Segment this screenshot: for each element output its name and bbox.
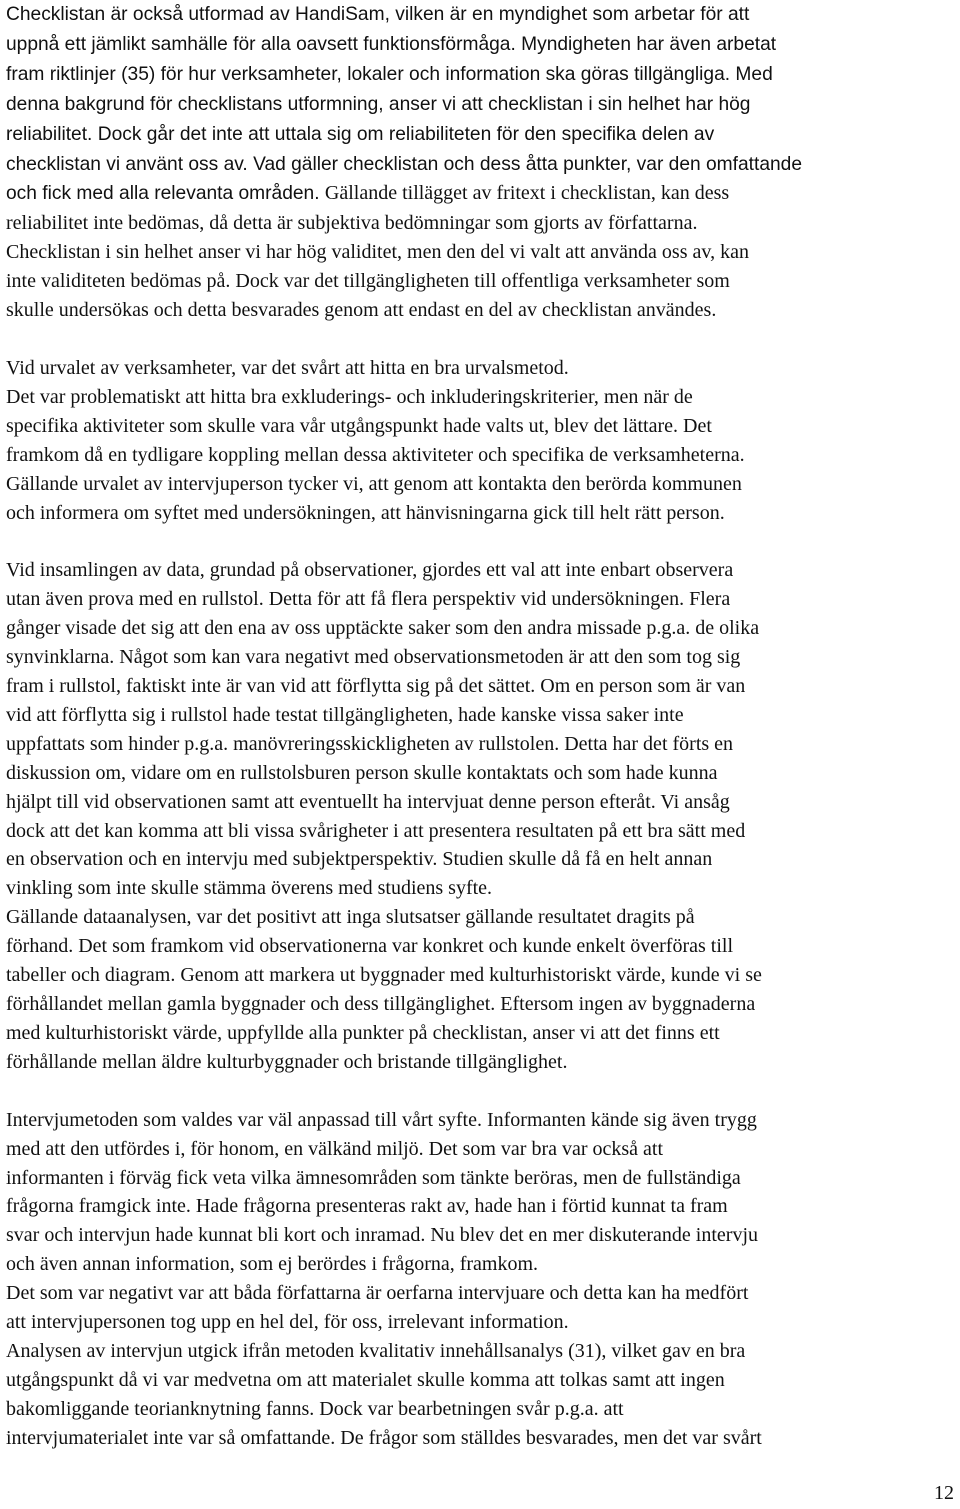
text-segment: en observation och en intervju med subjektperspektiv. Studien skulle då få en helt annan (6, 848, 713, 871)
text-line (6, 961, 958, 990)
text-segment: Checklistan i sin helhet anser vi har hög validitet, men den del vi valt att använda oss av, kan (6, 241, 749, 264)
text-line (6, 150, 958, 180)
text-line (6, 817, 958, 846)
text-segment: att intervjupersonen tog upp en hel del, för oss, irrelevant information. (6, 1311, 569, 1334)
text-line (6, 1106, 958, 1135)
text-line (6, 238, 958, 267)
text-segment: uppfattats som hinder p.g.a. manövreringsskickligheten av rullstolen. Detta har det förts en (6, 732, 734, 755)
paragraph (6, 1106, 958, 1453)
text-line (6, 90, 958, 120)
text-line (6, 1221, 958, 1250)
text-segment: Det som var negativt var att båda författarna är oerfarna intervjuare och detta kan ha medfört (6, 1282, 749, 1305)
text-line (6, 1164, 958, 1193)
text-segment: specifika aktiviteter som skulle vara vår utgångspunkt hade valts ut, blev det lättare. Det (6, 414, 712, 437)
text-segment: uppnå ett jämlikt samhälle för alla oavsett funktionsförmåga. Myndigheten har även arbetat (6, 33, 777, 55)
text-line (6, 1337, 958, 1366)
text-line (6, 1019, 958, 1048)
text-line (6, 932, 958, 961)
text-line (6, 441, 958, 470)
text-line (6, 1279, 958, 1308)
text-segment: Gällande dataanalysen, var det positivt att inga slutsatser gällande resultatet dragits på (6, 906, 695, 929)
text-line (6, 0, 958, 30)
text-line (6, 614, 958, 643)
text-segment: hjälpt till vid observationen samt att eventuellt ha intervjuat denne person efteråt. Vi ansåg (6, 790, 730, 813)
text-line (6, 845, 958, 874)
text-line (6, 990, 958, 1019)
text-segment: fram i rullstol, faktiskt inte är van vid att förflytta sig på det sättet. Om en person som är van (6, 675, 746, 698)
text-line (6, 1250, 958, 1279)
text-segment: vid att förflytta sig i rullstol hade testat tillgängligheten, hade kanske vissa saker inte (6, 703, 684, 726)
text-line (6, 30, 958, 60)
text-line (6, 354, 958, 383)
text-segment: bakomliggande teorianknytning fanns. Dock var bearbetningen svår p.g.a. att (6, 1397, 624, 1420)
text-line (6, 209, 958, 238)
text-segment: Intervjumetoden som valdes var väl anpassad till vårt syfte. Informanten kände sig även trygg (6, 1108, 757, 1131)
document-page (6, 0, 958, 1453)
text-segment: framkom då en tydligare koppling mellan dessa aktiviteter och specifika de verksamheterna. (6, 443, 745, 466)
text-segment: reliabilitet inte bedömas, då detta är subjektiva bedömningar som gjorts av författarna. (6, 212, 698, 235)
text-segment: utgångspunkt då vi var medvetna om att materialet skulle komma att tolkas samt att ingen (6, 1368, 725, 1391)
text-segment: Gällande urvalet av intervjuperson tycker vi, att genom att kontakta den berörda kommunen (6, 472, 742, 495)
text-segment: diskussion om, vidare om en rullstolsburen person skulle kontaktats och som hade kunna (6, 761, 718, 784)
text-line (6, 267, 958, 296)
text-line (6, 759, 958, 788)
text-line (6, 296, 958, 325)
text-line (6, 383, 958, 412)
text-line (6, 701, 958, 730)
text-line (6, 120, 958, 150)
text-line (6, 585, 958, 614)
text-segment: utan även prova med en rullstol. Detta för att få flera perspektiv vid undersökningen. Flera (6, 588, 731, 611)
text-line (6, 730, 958, 759)
text-segment: intervjumaterialet inte var så omfattande. De frågor som ställdes besvarades, men det var svårt (6, 1426, 762, 1449)
paragraph (6, 354, 958, 527)
text-segment: denna bakgrund för checklistans utformning, anser vi att checklistan i sin helhet har hög (6, 93, 751, 115)
text-segment: med kulturhistoriskt värde, uppfyllde alla punkter på checklistan, anser vi att det finns ett (6, 1021, 720, 1044)
text-segment: frågorna framgick inte. Hade frågorna presenteras rakt av, hade han i förtid kunnat ta fram (6, 1195, 728, 1218)
paragraph (6, 0, 958, 325)
text-line (6, 874, 958, 903)
text-segment: förhållandet mellan gamla byggnader och dess tillgänglighet. Eftersom ingen av byggnaderna (6, 993, 756, 1015)
text-line (6, 903, 958, 932)
text-segment: vinkling som inte skulle stämma överens med studiens syfte. (6, 877, 493, 900)
text-segment: checklistan vi använt oss av. Vad gäller checklistan och dess åtta punkter, var den omfattande (6, 153, 803, 175)
text-line (6, 1395, 958, 1424)
text-line (6, 1366, 958, 1395)
text-segment: Vid urvalet av verksamheter, var det svårt att hitta en bra urvalsmetod. (6, 356, 569, 379)
text-line (6, 179, 958, 209)
text-segment: och fick med alla relevanta områden. (6, 183, 325, 205)
text-segment: förhand. Det som framkom vid observationerna var konkret och kunde enkelt överföras till (6, 935, 734, 958)
text-line (6, 556, 958, 585)
text-segment: fram riktlinjer (35) för hur verksamheter, lokaler och information ska göras tillgängliga. Med (6, 63, 773, 85)
paragraph-gap (6, 1077, 958, 1106)
text-segment: Gällande tillägget av fritext i checklistan, kan dess (324, 182, 730, 205)
text-segment: skulle undersökas och detta besvarades genom att endast en del av checklistan användes. (6, 299, 717, 322)
paragraph (6, 556, 958, 1076)
text-segment: informanten i förväg fick veta vilka ämnesområden som tänkte beröras, men de fullständiga (6, 1166, 741, 1189)
text-line (6, 788, 958, 817)
text-segment: och även annan information, som ej berördes i frågorna, framkom. (6, 1253, 539, 1276)
text-line (6, 470, 958, 499)
paragraph-gap (6, 325, 958, 354)
text-segment: och informera om syftet med undersökningen, att hänvisningarna gick till helt rätt person. (6, 501, 725, 524)
text-segment: med att den utfördes i, för honom, en välkänd miljö. Det som var bra var också att (6, 1137, 664, 1160)
text-segment: Checklistan är också utformad av HandiSam, vilken är en myndighet som arbetar för att (6, 4, 750, 25)
text-segment: synvinklarna. Något som kan vara negativt med observationsmetoden är att den som tog sig (6, 646, 741, 669)
paragraph-gap (6, 527, 958, 556)
page-number: 12 (934, 1482, 954, 1504)
text-line (6, 60, 958, 90)
text-line (6, 412, 958, 441)
text-segment: förhållande mellan äldre kulturbyggnader och bristande tillgänglighet. (6, 1050, 568, 1073)
text-segment: Det var problematiskt att hitta bra exkluderings- och inkluderingskriterier, men när de (6, 385, 693, 408)
text-segment: tabeller och diagram. Genom att markera ut byggnader med kulturhistoriskt värde, kunde vi se (6, 964, 762, 987)
document-body (6, 0, 958, 1453)
text-segment: svar och intervjun hade kunnat bli kort och inramad. Nu blev det en mer diskuterande intervju (6, 1224, 759, 1247)
text-segment: Analysen av intervjun utgick ifrån metoden kvalitativ innehållsanalys (31), vilket gav en bra (6, 1339, 746, 1362)
text-line (6, 1424, 958, 1453)
text-segment: reliabilitet. Dock går det inte att uttala sig om reliabiliteten för den specifika delen av (6, 123, 715, 145)
text-line (6, 1308, 958, 1337)
text-segment: inte validiteten bedömas på. Dock var det tillgängligheten till offentliga verksamheter som (6, 270, 730, 293)
text-segment: gånger visade det sig att den ena av oss upptäckte saker som den andra missade p.g.a. de olika (6, 617, 760, 640)
text-segment: Vid insamlingen av data, grundad på observationer, gjordes ett val att inte enbart observera (6, 559, 734, 582)
text-line (6, 1135, 958, 1164)
text-line (6, 672, 958, 701)
text-line (6, 499, 958, 528)
text-line (6, 1048, 958, 1077)
text-line (6, 1192, 958, 1221)
text-segment: dock att det kan komma att bli vissa svårigheter i att presentera resultaten på ett bra sätt med (6, 819, 746, 842)
text-line (6, 643, 958, 672)
